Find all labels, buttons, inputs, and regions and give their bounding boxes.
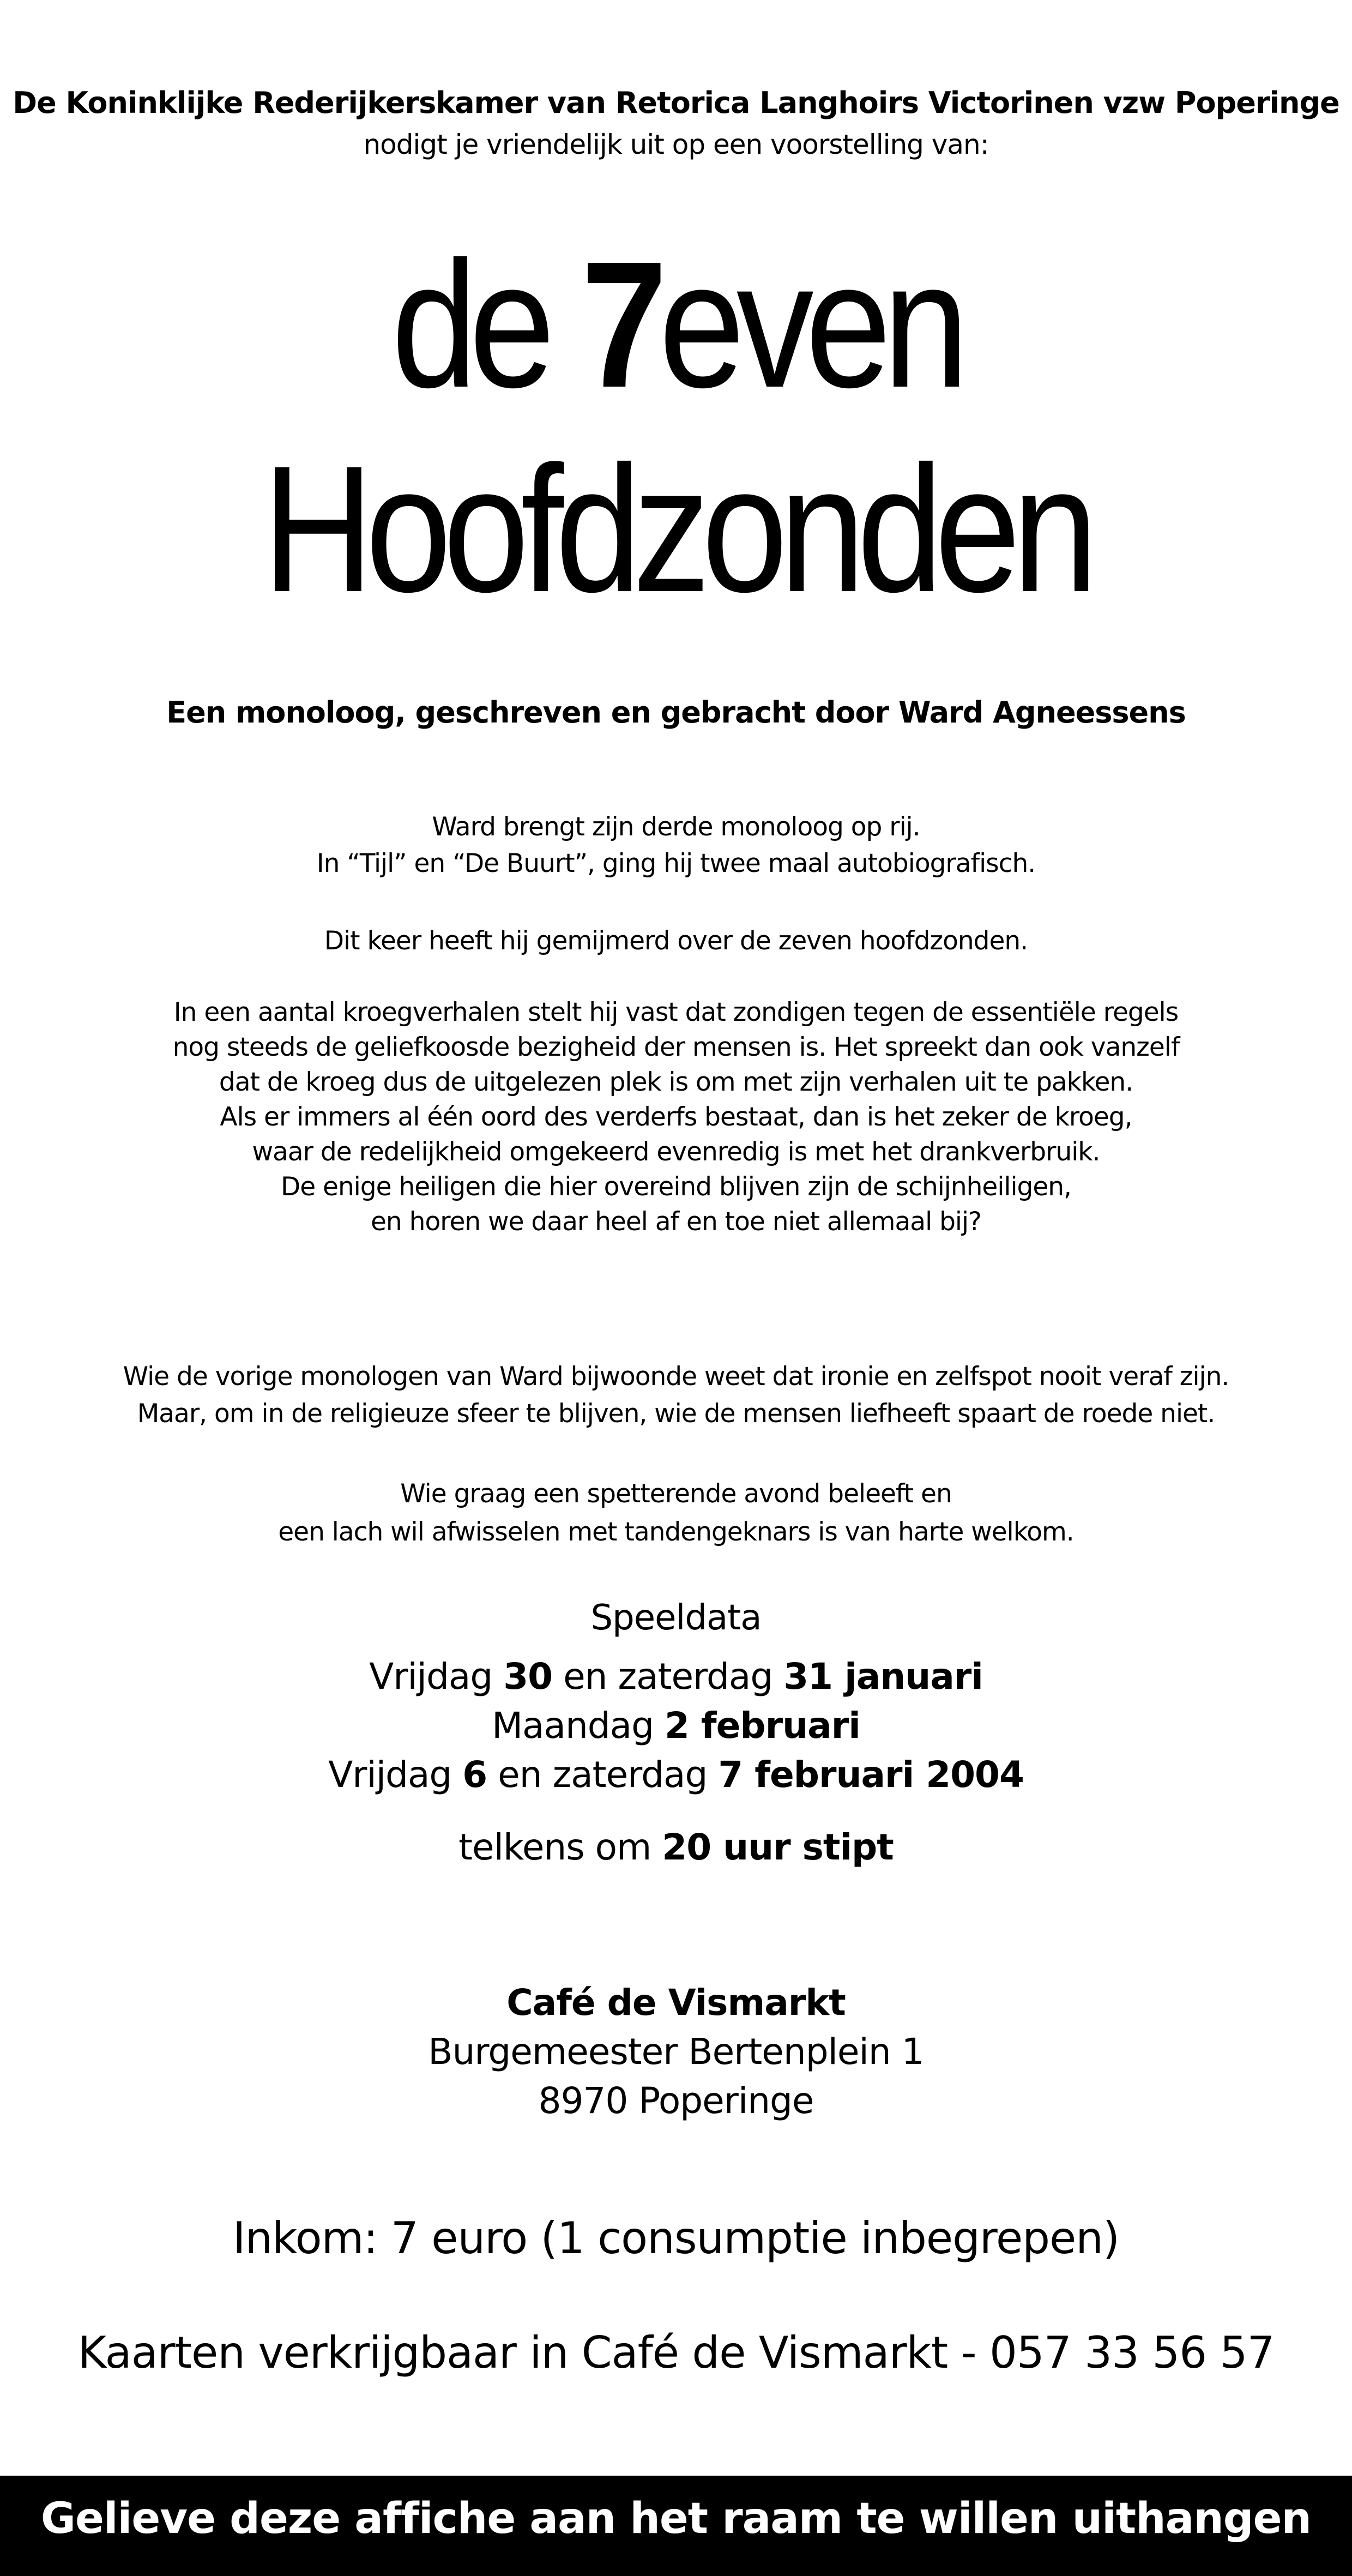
intro-line: Ward brengt zijn derde monoloog op rij. xyxy=(432,812,920,842)
schedule-day: en zaterdag xyxy=(487,1754,719,1796)
showtime-prefix: telkens om xyxy=(458,1826,662,1868)
schedule-date: 7 februari 2004 xyxy=(718,1754,1024,1796)
poster-title-line-2: Hoofdzonden xyxy=(262,428,1090,629)
story-line: In een aantal kroegverhalen stelt hij vast dat zondigen tegen de essentiële regels xyxy=(173,997,1179,1027)
welcome-line: een lach wil afwisselen met tandengeknars is van harte welkom. xyxy=(278,1517,1074,1547)
story-line: nog steeds de geliefkoosde bezigheid der mensen is. Het spreekt dan ook vanzelf xyxy=(172,1032,1180,1062)
previous-monologues-line: Wie de vorige monologen van Ward bijwoonde weet dat ironie en zelfspot nooit veraf zijn. xyxy=(123,1362,1229,1392)
story-line: en horen we daar heel af en toe niet allemaal bij? xyxy=(371,1207,981,1237)
schedule-line-1 xyxy=(0,1656,1352,1698)
ticket-info: Kaarten verkrijgbaar in Café de Vismarkt - 057 33 56 57 xyxy=(77,2327,1275,2378)
title-suffix: even xyxy=(659,224,961,425)
schedule-line-3 xyxy=(0,1754,1352,1796)
story-line: De enige heiligen die hier overeind blijven zijn de schijnheiligen, xyxy=(281,1172,1071,1202)
intro-line: In “Tijl” en “De Buurt”, ging hij twee maal autobiografisch. xyxy=(316,848,1036,878)
previous-monologues-line: Maar, om in de religieuze sfeer te blijven, wie de mensen liefheeft spaart de roede niet. xyxy=(137,1399,1215,1429)
venue-street: Burgemeester Bertenplein 1 xyxy=(428,2031,924,2073)
schedule-date: 30 xyxy=(503,1656,553,1698)
title-prefix: de xyxy=(391,224,582,425)
schedule-date: 31 januari xyxy=(783,1656,983,1698)
venue-name: Café de Vismarkt xyxy=(506,1982,846,2024)
organization-name: De Koninklijke Rederijkerskamer van Retorica Langhoirs Victorinen vzw Poperinge xyxy=(13,86,1339,120)
title-seven-numeral: 7 xyxy=(581,224,659,425)
welcome-line: Wie graag een spetterende avond beleeft en xyxy=(400,1479,952,1509)
schedule-line-2 xyxy=(0,1705,1352,1747)
schedule-date: 2 februari xyxy=(665,1705,860,1747)
venue-city: 8970 Poperinge xyxy=(538,2080,814,2122)
schedule-heading: Speeldata xyxy=(590,1598,762,1638)
subtitle: Een monoloog, geschreven en gebracht door Ward Agneessens xyxy=(166,695,1186,730)
schedule-day: en zaterdag xyxy=(552,1656,784,1698)
schedule-day: Maandag xyxy=(492,1705,665,1747)
showtime-value: 20 uur stipt xyxy=(662,1826,894,1868)
schedule-day: Vrijdag xyxy=(369,1656,504,1698)
story-line: dat de kroeg dus de uitgelezen plek is om met zijn verhalen uit te pakken. xyxy=(219,1067,1133,1097)
schedule-date: 6 xyxy=(462,1754,487,1796)
poster-title-line-1 xyxy=(95,224,1258,425)
footer-banner-text: Gelieve deze affiche aan het raam te willen uithangen xyxy=(40,2494,1312,2543)
admission-price: Inkom: 7 euro (1 consumptie inbegrepen) xyxy=(232,2213,1120,2264)
theme-line: Dit keer heeft hij gemijmerd over de zeven hoofdzonden. xyxy=(324,926,1028,956)
story-line: Als er immers al één oord des verderfs bestaat, dan is het zeker de kroeg, xyxy=(220,1102,1132,1132)
invitation-line: nodigt je vriendelijk uit op een voorstelling van: xyxy=(363,129,989,160)
schedule-day: Vrijdag xyxy=(328,1754,463,1796)
showtime xyxy=(0,1826,1352,1868)
story-line: waar de redelijkheid omgekeerd evenredig is met het drankverbruik. xyxy=(252,1137,1100,1167)
